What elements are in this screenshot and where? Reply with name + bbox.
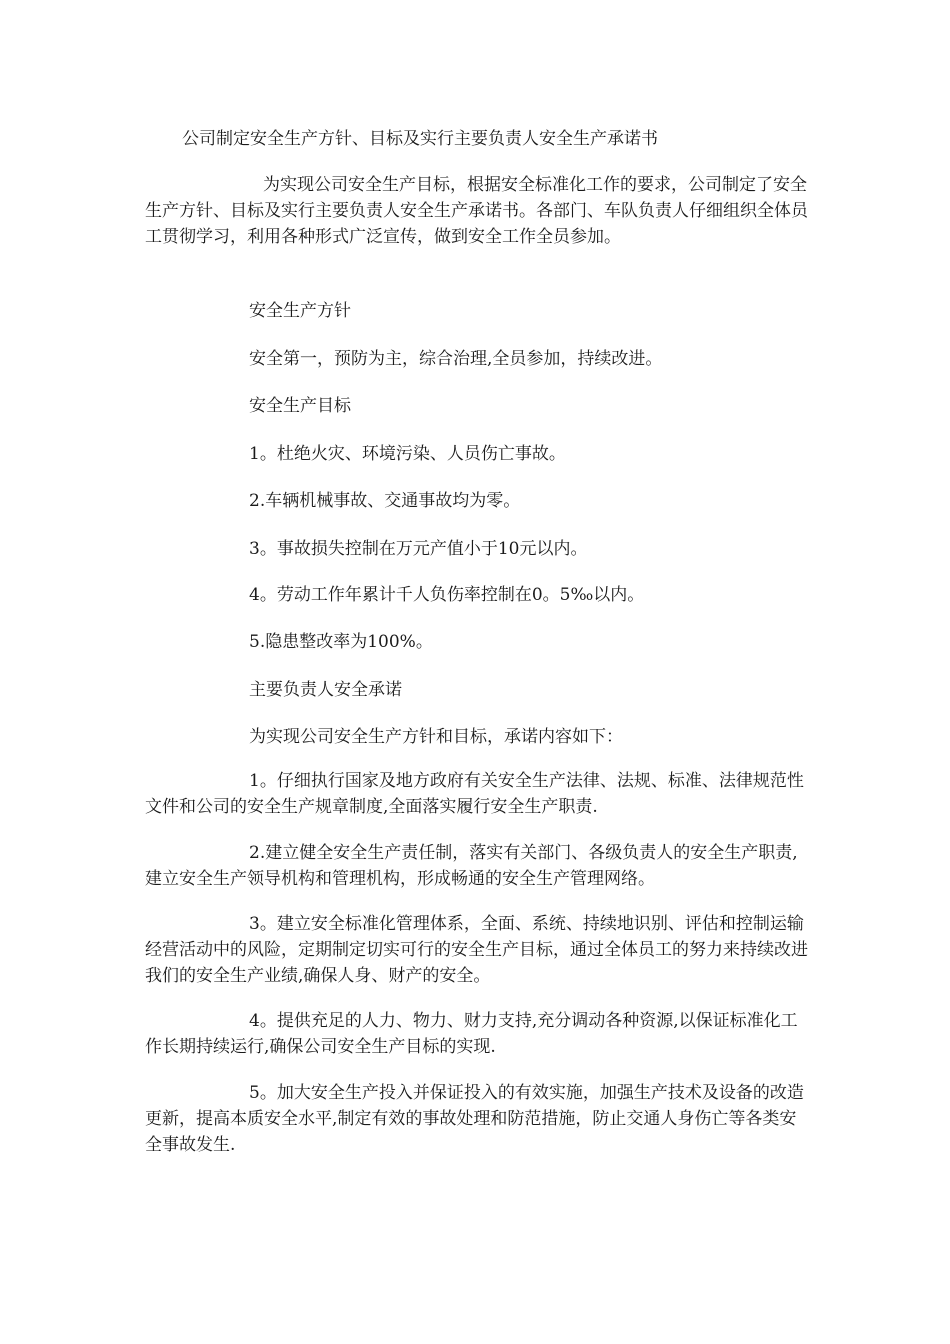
policy-heading: 安全生产方针 xyxy=(249,301,351,321)
commitment-heading: 主要负责人安全承诺 xyxy=(249,680,402,700)
goal-item: 3。事故损失控制在万元产值小于10元以内。 xyxy=(249,539,588,559)
commitment-item: 4。提供充足的人力、物力、财力支持,充分调动各种资源,以保证标准化工作长期持续运行,确保公司安全生产目标的实现. xyxy=(145,1011,798,1057)
commitment-intro: 为实现公司安全生产方针和目标，承诺内容如下： xyxy=(249,727,623,747)
goal-item: 1。杜绝火灾、环境污染、人员伤亡事故。 xyxy=(249,444,566,464)
goal-item: 4。劳动工作年累计千人负伤率控制在0。5‰以内。 xyxy=(249,585,645,605)
document-title: 公司制定安全生产方针、目标及实行主要负责人安全生产承诺书 xyxy=(182,129,658,149)
commitment-item: 1。仔细执行国家及地方政府有关安全生产法律、法规、标准、法律规范性文件和公司的安全生产规章制度,全面落实履行安全生产职责. xyxy=(145,771,804,817)
goals-heading: 安全生产目标 xyxy=(249,396,351,416)
commitment-item: 3。建立安全标准化管理体系，全面、系统、持续地识别、评估和控制运输经营活动中的风险，定期制定切实可行的安全生产目标，通过全体员工的努力来持续改进我们的安全生产业绩,确保人身、财产的安全。 xyxy=(145,914,808,986)
intro-paragraph: 为实现公司安全生产目标，根据安全标准化工作的要求，公司制定了安全生产方针、目标及实行主要负责人安全生产承诺书。各部门、车队负责人仔细组织全体员工贯彻学习，利用各种形式广泛宣传，做到安全工作全员参加。 xyxy=(145,175,808,247)
goal-item: 5.隐患整改率为100%。 xyxy=(249,632,433,652)
policy-text: 安全第一，预防为主，综合治理,全员参加，持续改进。 xyxy=(249,349,663,369)
commitment-item: 2.建立健全安全生产责任制，落实有关部门、各级负责人的安全生产职责,建立安全生产领导机构和管理机构，形成畅通的安全生产管理网络。 xyxy=(145,843,798,889)
commitment-item: 5。加大安全生产投入并保证投入的有效实施，加强生产技术及设备的改造更新，提高本质安全水平,制定有效的事故处理和防范措施，防止交通人身伤亡等各类安全事故发生. xyxy=(145,1083,804,1155)
goal-item: 2.车辆机械事故、交通事故均为零。 xyxy=(249,491,521,511)
